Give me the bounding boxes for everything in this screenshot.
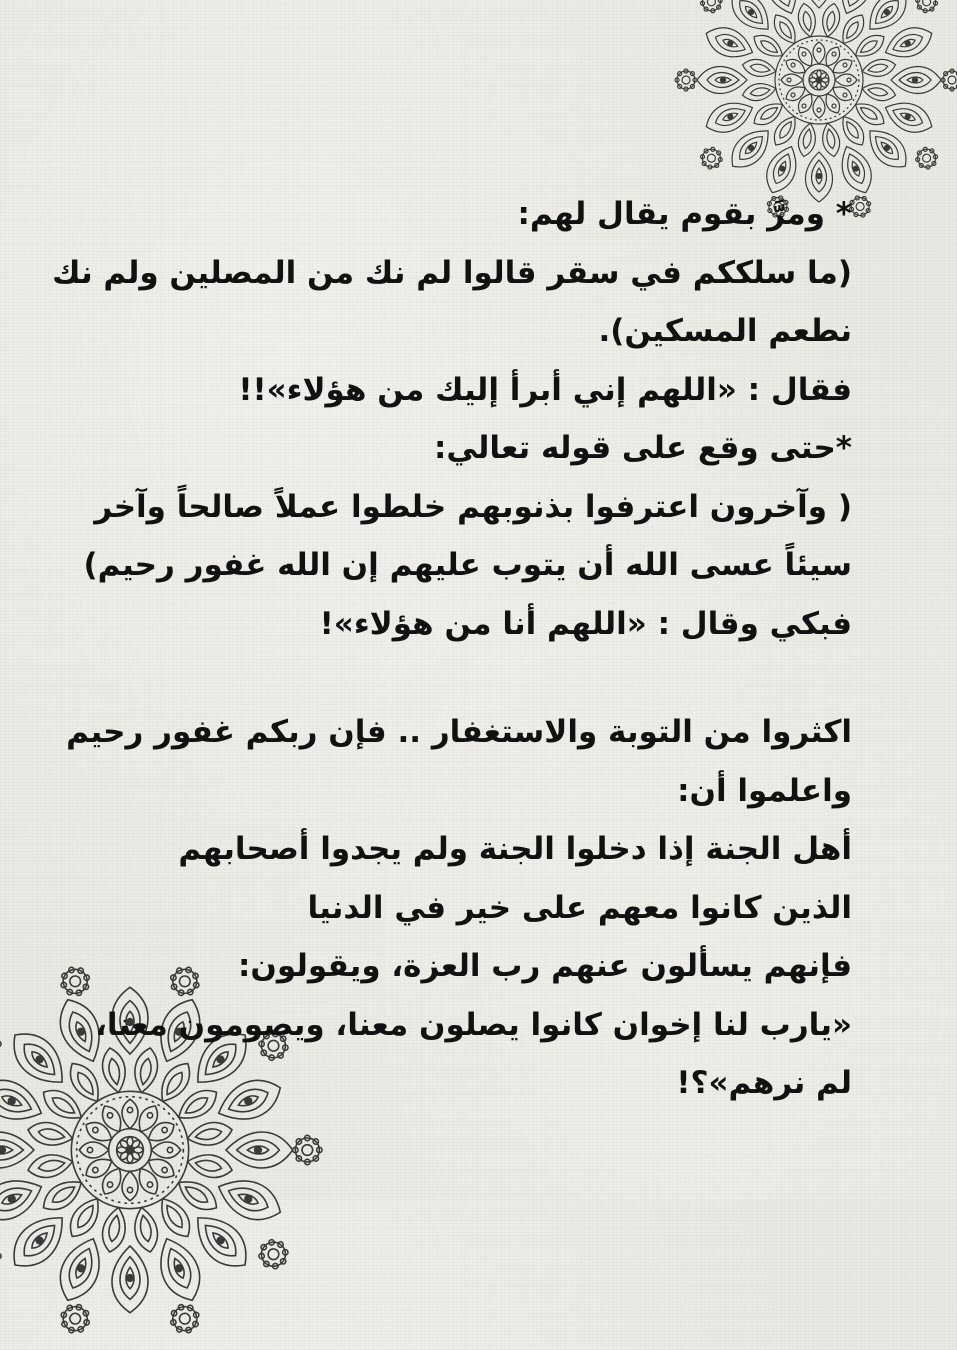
text-line: واعلموا أن:: [677, 772, 852, 809]
text-line: *حتى وقع على قوله تعالي:: [433, 430, 852, 466]
text-line: فقال : «اللهم إني أبرأ إليك من هؤلاء»!!: [238, 371, 852, 408]
paragraph-gap: [92, 653, 852, 703]
text-line: سيئاً عسى الله أن يتوب عليهم إن الله غفور رحيم): [83, 547, 852, 583]
text-line: فبكي وقال : «اللهم أنا من هؤلاء»!: [319, 605, 852, 642]
paragraph-verses: [52, 185, 852, 653]
paragraph-advice: [66, 703, 852, 1113]
text-line: «يارب لنا إخوان كانوا يصلون معنا، ويصومون معنا،: [95, 1006, 852, 1043]
text-line: اكثروا من التوبة والاستغفار .. فإن ربكم غفور رحيم: [66, 714, 852, 750]
text-line: ( وآخرون اعترفوا بذنوبهم خلطوا عملاً صالحاً وآخر: [94, 488, 852, 525]
text-line: الذين كانوا معهم على خير في الدنيا: [307, 889, 852, 926]
text-line: (ما سلككم في سقر قالوا لم نك من المصلين ولم نك: [52, 254, 852, 291]
text-line: * ومرَّ بقوم يقال لهم:: [517, 196, 852, 232]
text-line: لم نرهم»؟!: [676, 1065, 852, 1101]
text-line: فإنهم يسألون عنهم رب العزة، ويقولون:: [238, 948, 852, 984]
text-line: أهل الجنة إذا دخلوا الجنة ولم يجدوا أصحابهم: [178, 831, 852, 867]
article-text: [52, 185, 852, 1113]
text-line: نطعم المسكين).: [598, 313, 852, 349]
